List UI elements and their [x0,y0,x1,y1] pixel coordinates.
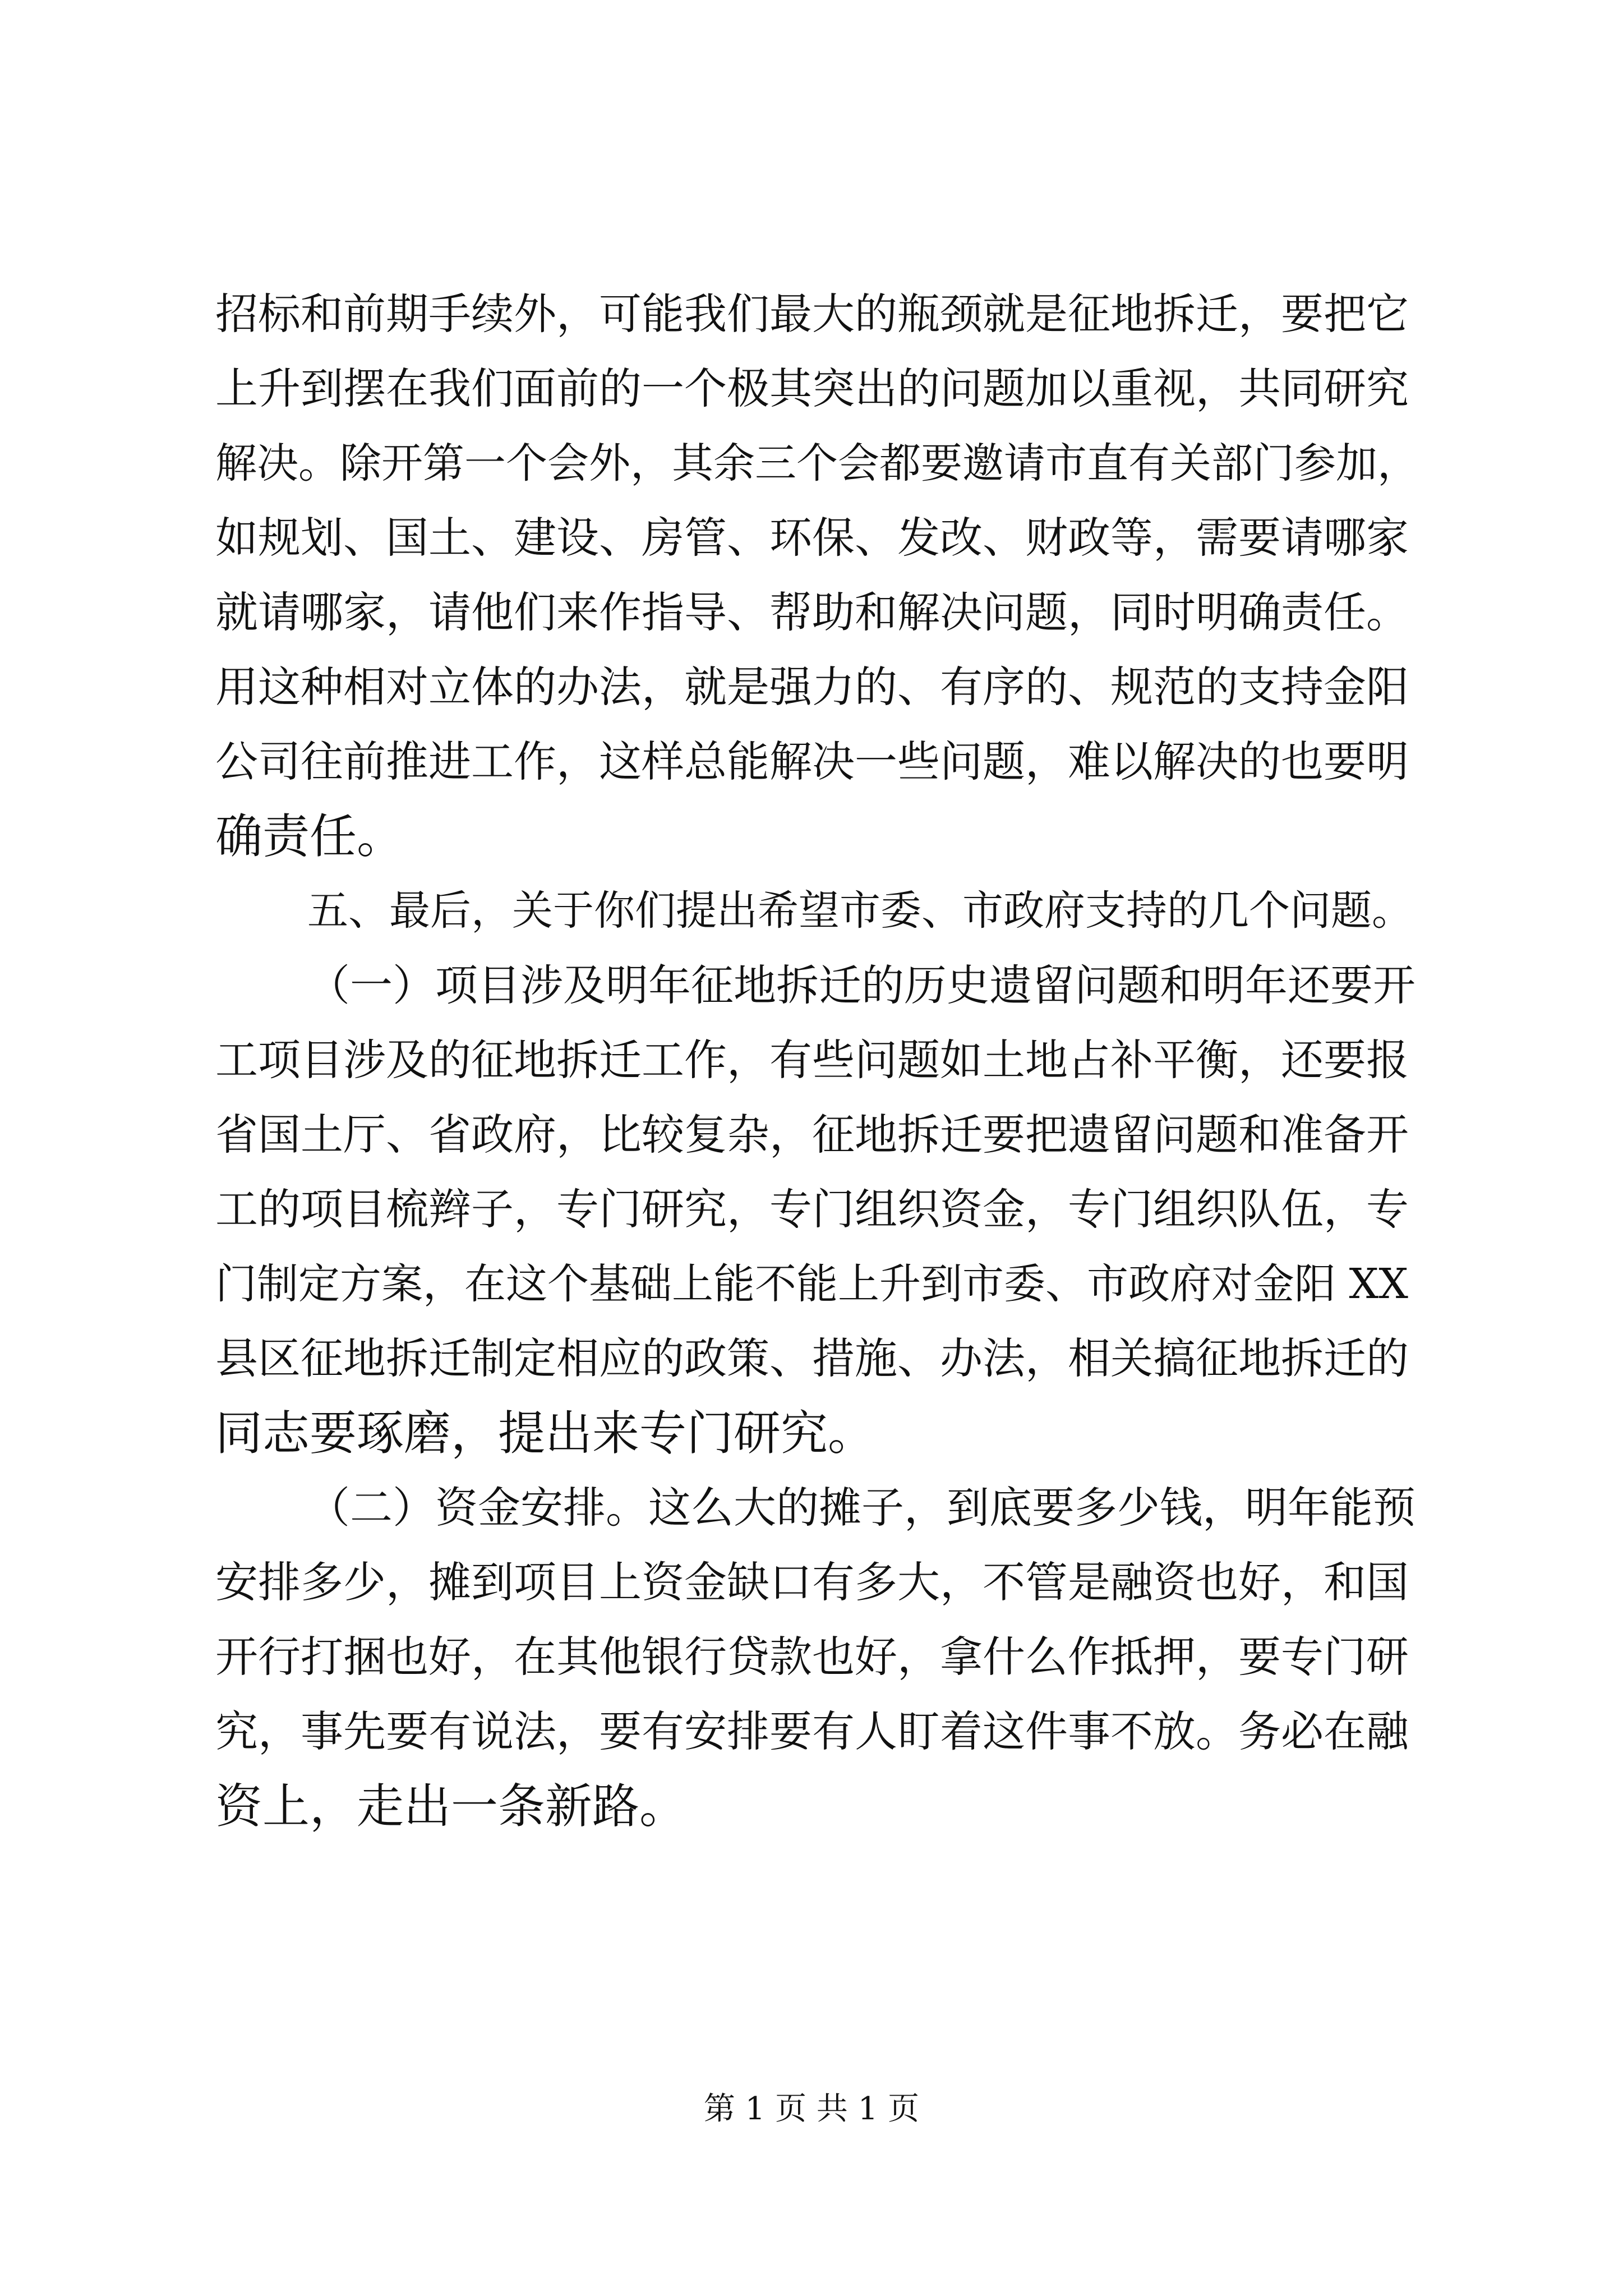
text-line: 资上，走出一条新路。 [215,1779,687,1834]
text-line: 门制定方案，在这个基础上能不能上升到市委、市政府对金阳 XX [215,1260,1408,1308]
text-line: 同志要琢磨，提出来专门研究。 [215,1406,875,1461]
text-line: 上升到摆在我们面前的一个极其突出的问题加以重视，共同研究 [215,364,1409,413]
text-line: 县区征地拆迁制定相应的政策、措施、办法，相关搞征地拆迁的 [215,1333,1409,1383]
text-line: 招标和前期手续外，可能我们最大的瓶颈就是征地拆迁，要把它 [215,289,1409,339]
subsection-heading: （一）项目涉及明年征地拆迁的历史遗留问题和明年还要开 [307,960,1415,1010]
text-line: 如规划、国土、建设、房管、环保、发改、财政等，需要请哪家 [215,513,1409,563]
text-line: 省国土厅、省政府，比较复杂，征地拆迁要把遗留问题和准备开 [215,1110,1409,1159]
text-line: 确责任。 [215,809,404,864]
subsection-heading: （二）资金安排。这么大的摊子，到底要多少钱，明年能预 [307,1483,1415,1533]
text-line: 用这种相对立体的办法，就是强力的、有序的、规范的支持金阳 [215,662,1409,712]
text-line: 安排多少，摊到项目上资金缺口有多大，不管是融资也好，和国 [215,1557,1409,1607]
section-heading: 五、最后，关于你们提出希望市委、市政府支持的几个问题。 [307,887,1413,935]
text-line: 工项目涉及的征地拆迁工作，有些问题如土地占补平衡，还要报 [215,1035,1409,1085]
text-line: 解决。除开第一个会外，其余三个会都要邀请市直有关部门参加， [215,439,1419,487]
text-line: 公司往前推进工作，这样总能解决一些问题，难以解决的也要明 [215,737,1409,786]
text-line: 开行打捆也好，在其他银行贷款也好，拿什么作抵押，要专门研 [215,1632,1409,1682]
page-number-footer: 第 1 页 共 1 页 [703,2091,920,2127]
text-line: 工的项目梳辫子，专门研究，专门组织资金，专门组织队伍，专 [215,1184,1409,1234]
text-line: 究，事先要有说法，要有安排要有人盯着这件事不放。务必在融 [215,1706,1409,1756]
text-line: 就请哪家，请他们来作指导、帮助和解决问题，同时明确责任。 [215,587,1409,637]
